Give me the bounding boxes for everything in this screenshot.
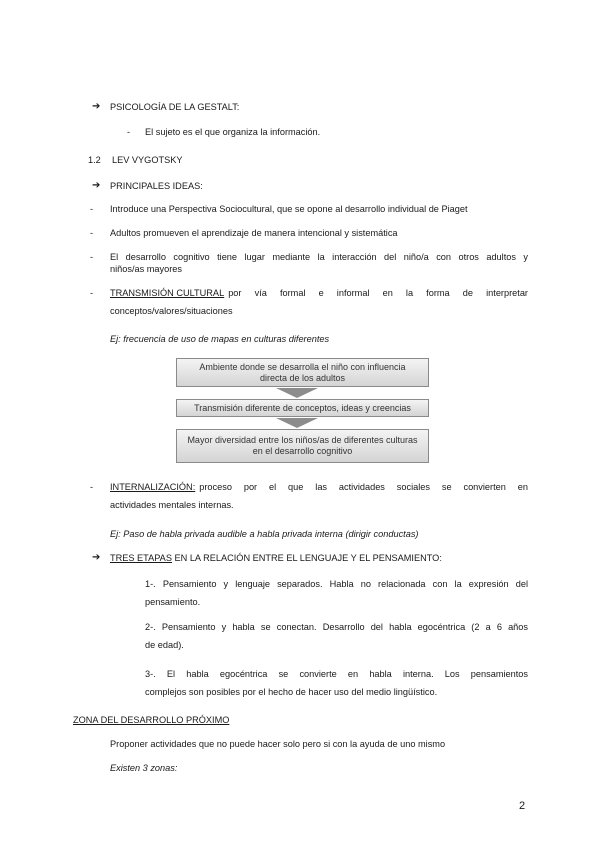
ideas-heading: PRINCIPALES IDEAS: — [110, 181, 203, 191]
diagram-box-3-line-2: en el desarrollo cognitivo — [252, 446, 353, 456]
ideas-item-1: Introduce una Perspectiva Sociocultural, que se opone al desarrollo individual de Piaget — [110, 204, 468, 214]
arrow-icon: ➔ — [92, 552, 101, 563]
ideas-item-4-line-1 — [110, 287, 528, 299]
section-title: LEV VYGOTSKY — [112, 155, 183, 165]
page-number: 2 — [519, 800, 526, 812]
diagram-box-3 — [176, 429, 429, 463]
diagram-box-2 — [176, 399, 429, 417]
ideas-item-3-line-1: El desarrollo cognitivo tiene lugar mediante la interacción del niño/a con otros adultos y — [110, 252, 528, 262]
ideas-item-3-line-2: niños/as mayores — [110, 264, 183, 274]
gestalt-heading: PSICOLOGÍA DE LA GESTALT: — [110, 102, 240, 112]
stage-2-line-2: de edad). — [145, 640, 184, 650]
section-number: 1.2 — [88, 155, 101, 165]
diagram-box-2-text: Transmisión diferente de conceptos, ideas y creencias — [194, 402, 411, 413]
diagram-box-1 — [176, 358, 429, 387]
bullet-dash: - — [127, 127, 131, 137]
internalizacion-term: INTERNALIZACIÓN: — [110, 482, 196, 492]
internalizacion-line-1 — [110, 481, 528, 493]
internalizacion-rest: proceso por el que las actividades sociales se convierten en — [199, 482, 528, 492]
stage-2-line-1: 2-. Pensamiento y habla se conectan. Desarrollo del habla egocéntrica (2 a 6 años — [145, 622, 528, 632]
bullet-dash: - — [90, 204, 94, 214]
stage-3-line-2: complejos son posibles por el hecho de hacer uso del medio lingüístico. — [145, 687, 438, 697]
bullet-dash: - — [90, 482, 94, 492]
ideas-item-4-rest: por vía formal e informal en la forma de interpretar — [228, 288, 528, 298]
diagram-box-1-line-2: directa de los adultos — [259, 372, 346, 383]
gestalt-item: El sujeto es el que organiza la información. — [145, 127, 321, 137]
ideas-item-4-line-2: conceptos/valores/situaciones — [110, 306, 233, 316]
zona-subheading: Existen 3 zonas: — [110, 763, 178, 773]
arrow-icon: ➔ — [92, 180, 101, 191]
stage-1-line-1: 1-. Pensamiento y lenguaje separados. Habla no relacionada con la expresión del — [145, 579, 528, 589]
zona-heading: ZONA DEL DESARROLLO PRÓXIMO — [73, 715, 230, 725]
tres-etapas-term: TRES ETAPAS — [110, 553, 172, 563]
bullet-dash: - — [90, 252, 94, 262]
etapas-heading-rest: EN LA RELACIÓN ENTRE EL LENGUAJE Y EL PENSAMIENTO: — [171, 553, 442, 563]
diagram-box-3-line-1: Mayor diversidad entre los niños/as de diferentes culturas — [187, 435, 418, 445]
bullet-dash: - — [90, 288, 94, 298]
diagram-box-1-line-1: Ambiente donde se desarrolla el niño con influencia — [199, 361, 406, 372]
arrow-icon: ➔ — [92, 101, 101, 112]
internalizacion-line-2: actividades mentales internas. — [110, 500, 234, 510]
etapas-heading — [110, 552, 442, 564]
ideas-item-2: Adultos promueven el aprendizaje de manera intencional y sistemática — [110, 228, 398, 238]
down-arrow-icon — [276, 388, 318, 398]
example-1: Ej: frecuencia de uso de mapas en culturas diferentes — [110, 334, 330, 344]
bullet-dash: - — [90, 228, 94, 238]
internalizacion-example: Ej: Paso de habla privada audible a habla privada interna (dirigir conductas) — [110, 529, 419, 539]
stage-1-line-2: pensamiento. — [145, 597, 201, 607]
zona-text: Proponer actividades que no puede hacer solo pero si con la ayuda de uno mismo — [110, 739, 446, 749]
stage-3-line-1: 3-. El habla egocéntrica se convierte en habla interna. Los pensamientos — [145, 669, 528, 679]
down-arrow-icon — [276, 418, 318, 428]
transmision-cultural-term: TRANSMISIÓN CULTURAL — [110, 288, 225, 298]
